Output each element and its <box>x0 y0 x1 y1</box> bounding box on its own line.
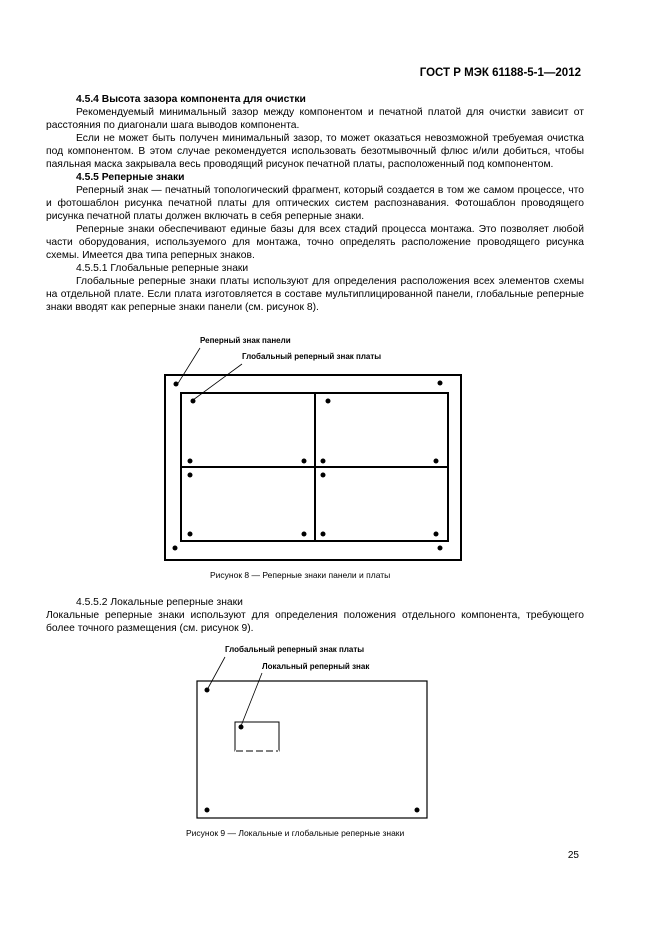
panel-outline <box>165 375 461 560</box>
figure-8-caption: Рисунок 8 — Реперные знаки панели и платы <box>210 570 391 580</box>
paragraph: Глобальные реперные знаки платы используют для определения расположения всех элементов схемы на отдельной плате. Если плата изготовляется в составе мультиплицированной панели, глобальные реперные знаки вводят как реперные знаки панели (см. рисунок 8). <box>46 276 584 313</box>
figure-9-label-local: Локальный реперный знак <box>262 662 370 671</box>
paragraph: Если не может быть получен минимальный зазор, то может оказаться невозможной требуемая очистка под компонентом. В этом случае рекомендуется использовать безотмывочный флюс и/или добиться, чтобы паяльная маска закрывала весь проводящий рисунок печатной платы, расположенный под компонентом. <box>46 133 584 170</box>
paragraph: Локальные реперные знаки используют для определения положения отдельного компонента, требующего более точного размещения (см. рисунок 9). <box>46 610 584 634</box>
page-number: 25 <box>567 850 579 861</box>
fiducial-marks <box>205 688 420 813</box>
figure-9-caption: Рисунок 9 — Локальные и глобальные реперные знаки <box>186 828 405 838</box>
figure-8-label-panel: Реперный знак панели <box>200 336 291 345</box>
fiducial-marks <box>173 381 443 551</box>
paragraph: Рекомендуемый минимальный зазор между компонентом и печатной платой для очистки зависит от расстояния по диагонали шага выводов компонента. <box>46 107 584 131</box>
leader-line <box>177 348 200 385</box>
leader-line <box>193 364 242 400</box>
leader-line <box>241 673 262 726</box>
figure-9-label-global: Глобальный реперный знак платы <box>225 645 365 654</box>
section-4552 <box>46 596 584 635</box>
paragraph: Реперные знаки обеспечивают единые базы для всех стадий процесса монтажа. Это позволяет любой части оборудования, используемого для монтажа, точно определять расположение проводящего рисунка схемы. Имеется два типа реперных знаков. <box>46 224 584 261</box>
board-outline <box>197 681 427 818</box>
leader-line <box>207 657 225 690</box>
section-heading: 4.5.5 Реперные знаки <box>76 172 185 183</box>
component-outline <box>235 722 279 751</box>
subsection-heading: 4.5.5.2 Локальные реперные знаки <box>76 597 243 608</box>
document-header: ГОСТ Р МЭК 61188-5-1—2012 <box>419 67 581 79</box>
subsection-heading: 4.5.5.1 Глобальные реперные знаки <box>76 263 249 274</box>
main-text <box>46 93 584 314</box>
paragraph: Реперный знак — печатный топологический фрагмент, который создается в том же самом процессе, что и фотошаблон рисунка печатной платы для оптических систем распознавания. Фотошаблон проводящего рисунка печатной платы должен включать в себя реперные знаки. <box>46 185 584 222</box>
figure-8-label-board: Глобальный реперный знак платы <box>242 352 382 361</box>
section-heading: 4.5.4 Высота зазора компонента для очистки <box>76 94 306 105</box>
boards-outline <box>181 393 448 541</box>
